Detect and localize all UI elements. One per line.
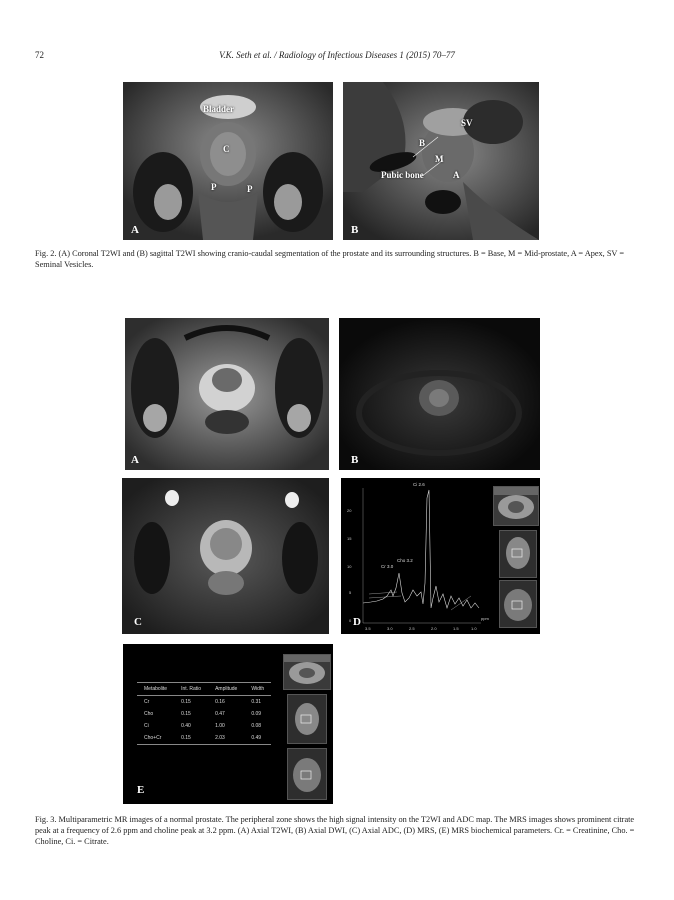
- fig3-panel-b-axial-dwi: [339, 318, 540, 470]
- table-cell: 1.00: [215, 723, 225, 729]
- table-thumbnail-axial: [283, 654, 331, 690]
- table-cell: 0.40: [181, 723, 191, 729]
- mrs-thumbnail-sagittal: [499, 530, 537, 578]
- axial-t2-drawing: [125, 318, 329, 470]
- mrs-y-tick: 15: [347, 536, 352, 541]
- label-seminal-vesicles: SV: [461, 118, 473, 128]
- table-header-amplitude: Amplitude: [215, 686, 238, 692]
- table-cell: Cho: [144, 711, 154, 717]
- page-header: [0, 50, 674, 64]
- fig2-panel-b-label: B: [351, 224, 359, 236]
- fig3-panel-c-axial-adc: [122, 478, 329, 634]
- fig2-panel-a-label: A: [131, 224, 139, 236]
- table-cell: 0.09: [251, 711, 262, 717]
- running-head: V.K. Seth et al. / Radiology of Infectious Diseases 1 (2015) 70–77: [219, 50, 455, 60]
- axial-adc-drawing: [122, 478, 329, 634]
- table-cell: Ci: [144, 723, 149, 729]
- label-peripheral-left: P: [211, 182, 217, 192]
- fig3-panel-a-axial-t2wi: [125, 318, 329, 470]
- fig2-caption: Fig. 2. (A) Coronal T2WI and (B) sagittal T2WI showing cranio-caudal segmentation of the prostate and its surrounding structures. B = Base, M = Mid-prostate, A = Apex, SV = Seminal Vesicles.: [35, 249, 625, 269]
- table-cell: 2.03: [215, 735, 225, 741]
- table-cell: 0.16: [215, 699, 225, 705]
- table-cell: 0.31: [251, 699, 262, 705]
- fig3-panel-e-mrs-table: [123, 644, 333, 804]
- mrs-y-tick: 20: [347, 508, 352, 513]
- table-cell: Cho+Cr: [144, 735, 162, 741]
- fig3-panel-d-label: D: [353, 616, 361, 628]
- mrs-peak-label-cr: Cr 3.0: [381, 564, 394, 569]
- mrs-peak-label-cho: Cho 3.2: [397, 558, 413, 563]
- mrs-y-tick: 0: [349, 618, 352, 623]
- fig3-panel-d-mrs: [341, 478, 540, 634]
- table-thumbnail-coronal: [287, 748, 327, 800]
- metabolite-table: [137, 682, 271, 745]
- table-cell: 0.49: [251, 735, 262, 741]
- table-cell: 0.47: [215, 711, 225, 717]
- table-row: [137, 732, 271, 745]
- axial-dwi-drawing: [339, 318, 540, 470]
- table-header-width: Width: [251, 686, 265, 692]
- mrs-y-tick: 10: [347, 564, 352, 569]
- label-central: C: [223, 144, 230, 154]
- fig3-panel-b-label: B: [351, 454, 359, 466]
- table-row: [137, 708, 271, 720]
- label-mid: M: [435, 154, 444, 164]
- table-header-metabolite: Metabolite: [144, 686, 168, 692]
- mrs-ppm-label: ppm: [481, 616, 489, 621]
- table-header-int-ratio: Int. Ratio: [181, 686, 202, 692]
- label-base: B: [419, 138, 426, 148]
- table-cell: 0.15: [181, 699, 191, 705]
- table-cell: Cr: [144, 699, 150, 705]
- fig3-caption: Fig. 3. Multiparametric MR images of a normal prostate. The peripheral zone shows the high signal intensity on the T2WI and ADC map. The MRS images shows prominent citrate peak at a frequency of 2.6 ppm and choline peak at 3.2 ppm. (A) Axial T2WI, (B) Axial DWI, (C) Axial ADC, (D) MRS, (E) MRS biochemical parameters. Cr. = Creatinine, Cho. = Choline, Ci. = Citrate.: [35, 815, 635, 846]
- label-pubic-bone: Pubic bone: [381, 170, 424, 180]
- label-apex: A: [453, 170, 460, 180]
- fig2-panel-b-sagittal-t2wi: [343, 82, 539, 240]
- table-header-row: [137, 683, 271, 696]
- mrs-x-tick: 1.5: [453, 626, 459, 631]
- mrs-thumbnail-axial: [493, 486, 539, 526]
- table-cell: 0.08: [251, 723, 262, 729]
- mrs-spectrum-line: [363, 490, 479, 608]
- mrs-x-tick: 2.5: [409, 626, 415, 631]
- fig3-panel-a-label: A: [131, 454, 139, 466]
- mrs-x-tick: 2.0: [431, 626, 437, 631]
- table-cell: 0.15: [181, 735, 191, 741]
- fig2-panel-a-coronal-t2wi: [123, 82, 333, 240]
- mrs-x-tick: 1.0: [471, 626, 477, 631]
- table-cell: 0.15: [181, 711, 191, 717]
- label-peripheral-right: P: [247, 184, 253, 194]
- table-row: [137, 720, 271, 732]
- label-bladder: Bladder: [203, 104, 235, 114]
- mrs-peak-label-ci: Ci 2.6: [413, 482, 425, 487]
- mrs-x-tick: 3.0: [387, 626, 393, 631]
- table-thumbnail-sagittal: [287, 694, 327, 744]
- mrs-y-tick: 5: [349, 590, 352, 595]
- fig3-panel-e-label: E: [137, 784, 145, 796]
- table-row: [137, 696, 271, 709]
- page-number: 72: [35, 50, 44, 60]
- mrs-thumbnail-coronal: [499, 580, 537, 628]
- mrs-x-tick: 3.5: [365, 626, 371, 631]
- fig3-panel-c-label: C: [134, 616, 142, 628]
